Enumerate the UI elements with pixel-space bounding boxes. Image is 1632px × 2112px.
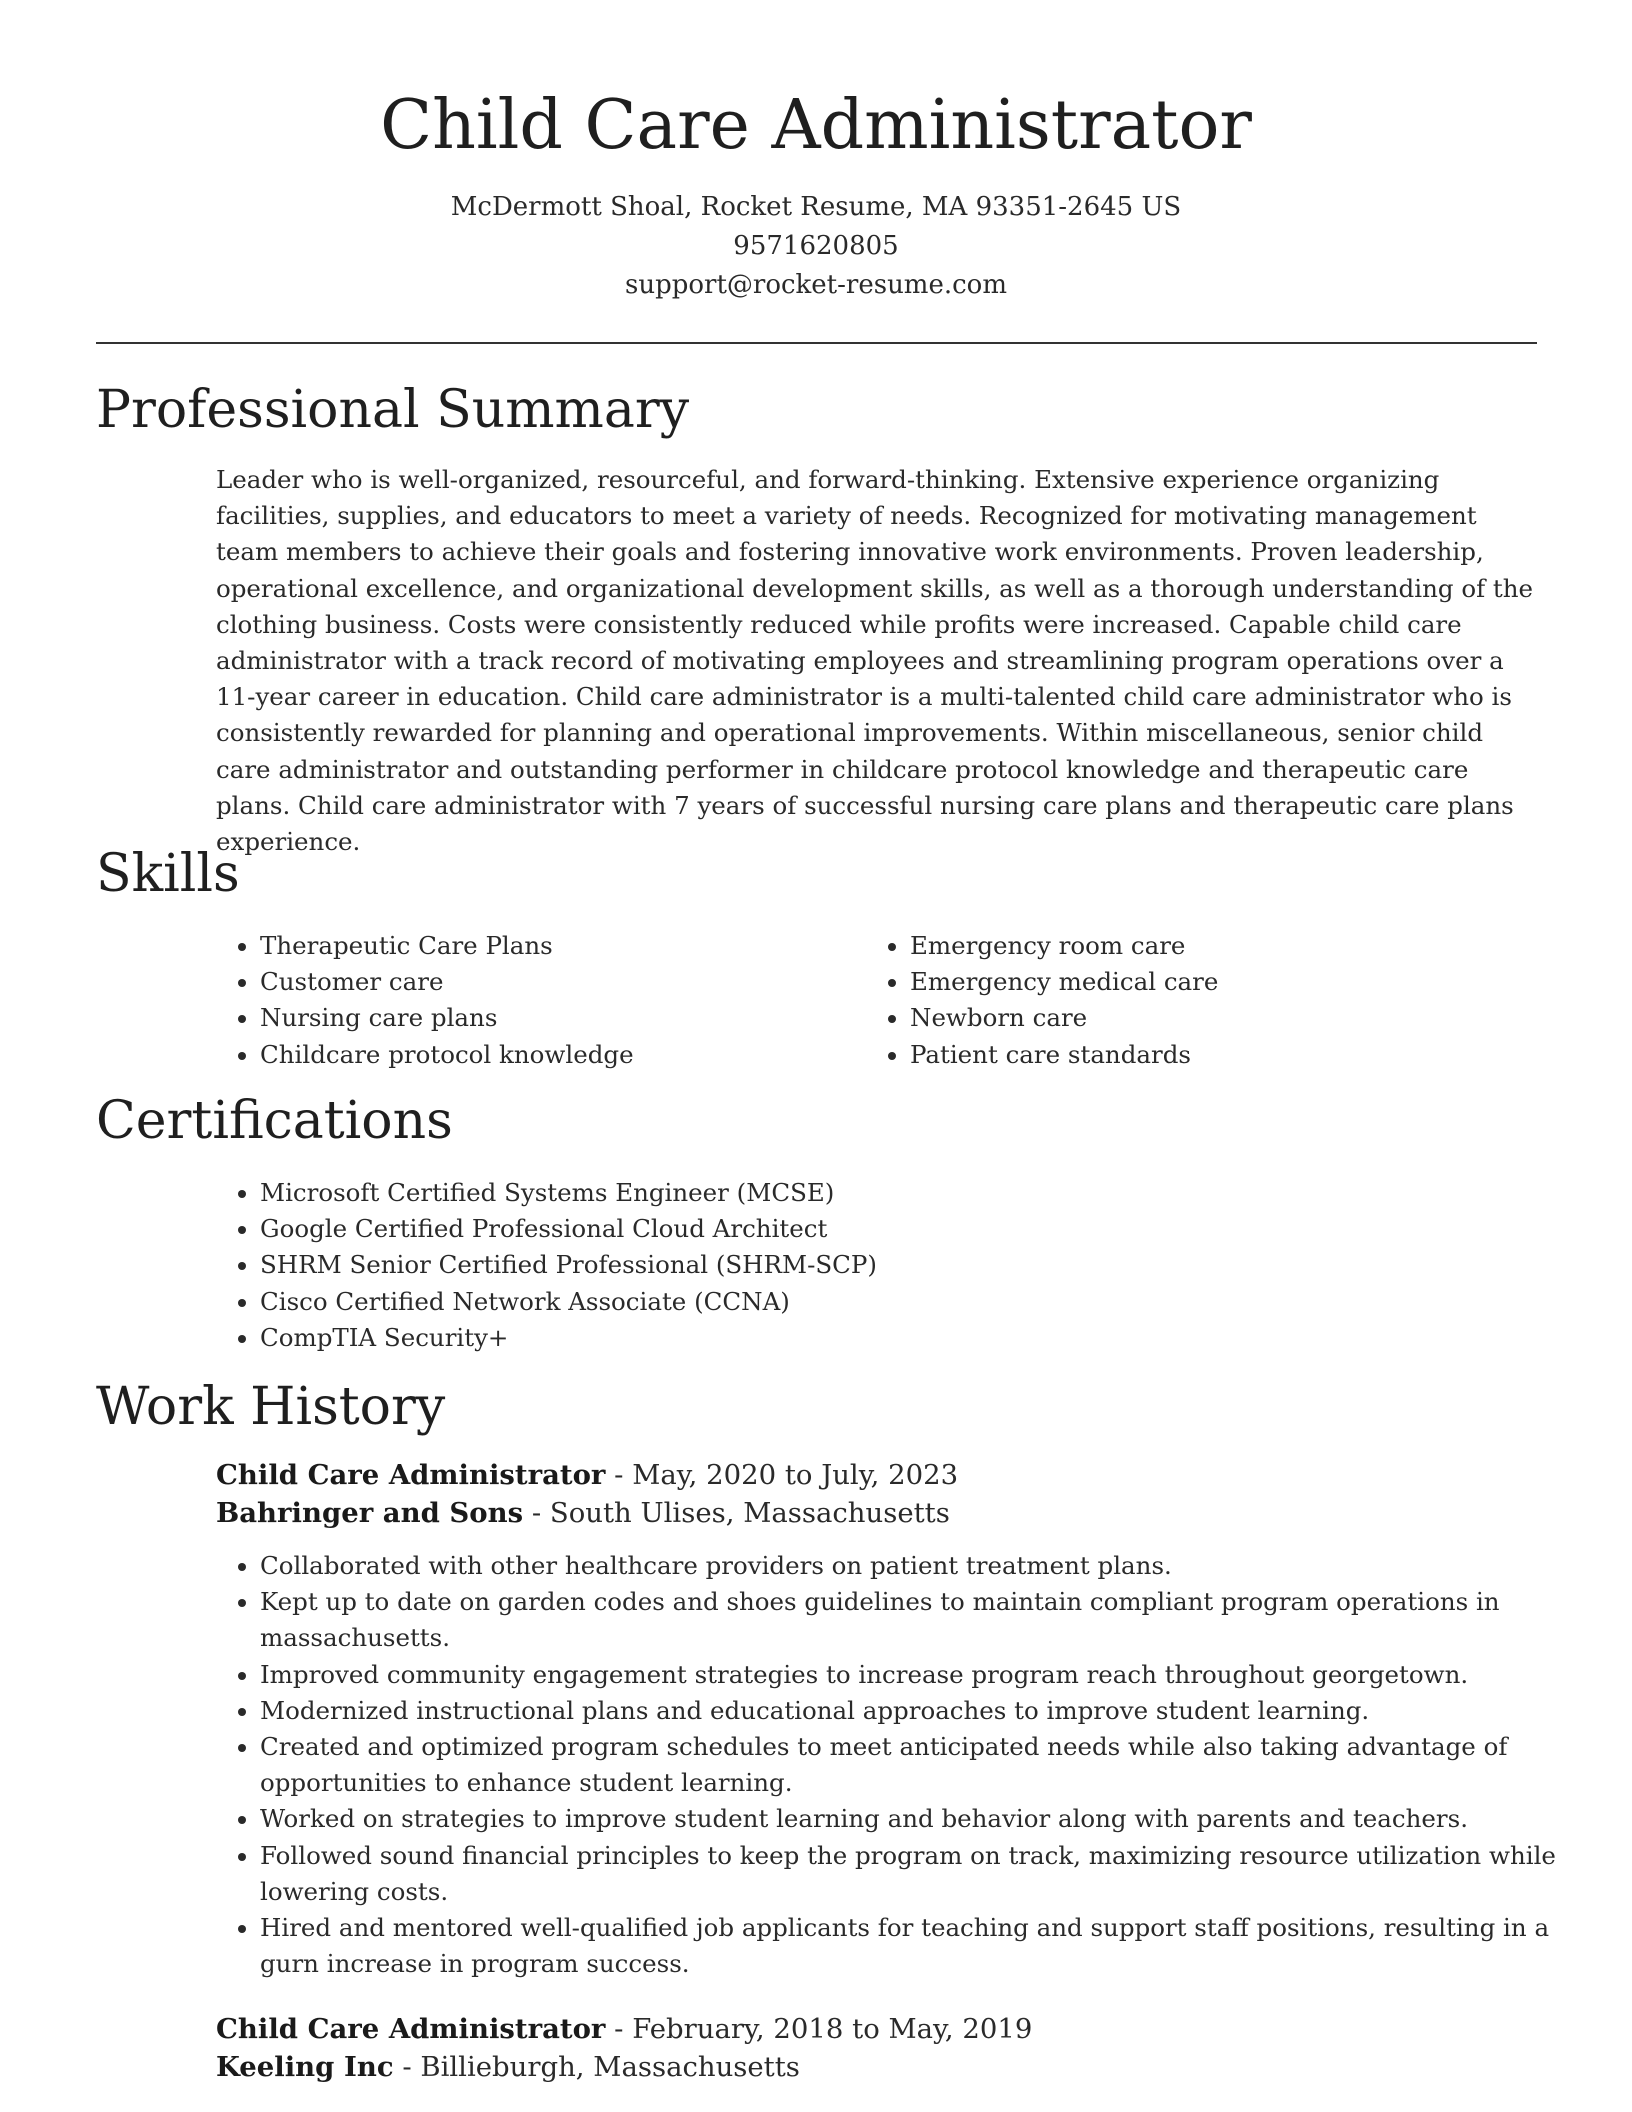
- list-item: • SHRM Senior Certified Professional (SHRM-SCP): [260, 1247, 1260, 1283]
- candidate-name: Child Care Administrator: [380, 86, 1252, 165]
- job-company: Bahringer and Sons: [216, 1497, 524, 1529]
- section-title-certifications: Certifications: [96, 1091, 453, 1151]
- contact-address: McDermott Shoal, Rocket Resume, MA 93351-2645 US: [450, 192, 1182, 222]
- job-company: Keeling Inc: [216, 2051, 394, 2083]
- job-company-line: [216, 2048, 1536, 2086]
- job-title-line: [216, 2010, 1536, 2048]
- certifications-list: [216, 1175, 1260, 1356]
- list-item: • Therapeutic Care Plans: [260, 928, 880, 964]
- job-entry: [216, 2010, 1536, 2086]
- job-location: - South Ulises, Massachusetts: [523, 1497, 950, 1529]
- list-item: • Cisco Certified Network Associate (CCNA): [260, 1284, 1260, 1320]
- header-divider: [96, 342, 1537, 344]
- list-item: • Created and optimized program schedules to meet anticipated needs while also taking advantage of opportunities to enhance student learning.: [260, 1729, 1560, 1801]
- list-item: • Google Certified Professional Cloud Architect: [260, 1211, 1260, 1247]
- list-item: • CompTIA Security+: [260, 1320, 1260, 1356]
- job-entry: [216, 1456, 1556, 1982]
- job-title-line: [216, 1456, 1536, 1494]
- list-item: • Nursing care plans: [260, 1000, 880, 1036]
- contact-info: [96, 188, 1536, 305]
- contact-email: support@rocket-resume.com: [624, 270, 1007, 300]
- list-item: • Collaborated with other healthcare providers on patient treatment plans.: [260, 1548, 1560, 1584]
- list-item: • Worked on strategies to improve student learning and behavior along with parents and teachers.: [260, 1801, 1560, 1837]
- list-item: • Hired and mentored well-qualified job applicants for teaching and support staff positions, resulting in a gurn increase in program success.: [260, 1910, 1560, 1982]
- list-item: • Newborn care: [910, 1000, 1530, 1036]
- job-bullets: [216, 1548, 1560, 1982]
- contact-phone: 9571620805: [733, 231, 899, 261]
- list-item: • Emergency medical care: [910, 964, 1530, 1000]
- list-item: • Followed sound financial principles to keep the program on track, maximizing resource utilization while lowering costs.: [260, 1838, 1560, 1910]
- section-title-work-history: Work History: [96, 1377, 446, 1437]
- list-item: • Patient care standards: [910, 1037, 1530, 1073]
- skills-list-left: [216, 928, 880, 1073]
- section-title-skills: Skills: [96, 844, 240, 904]
- list-item: • Childcare protocol knowledge: [260, 1037, 880, 1073]
- job-dates: - February, 2018 to May, 2019: [605, 2013, 1033, 2045]
- job-dates: - May, 2020 to July, 2023: [605, 1459, 959, 1491]
- list-item: • Kept up to date on garden codes and shoes guidelines to maintain compliant program operations in massachusetts.: [260, 1584, 1560, 1656]
- summary-text: Leader who is well-organized, resourceful, and forward-thinking. Extensive experience organizing facilities, supplies, and educators to meet a variety of needs. Recognized for motivating management team members to achieve their goals and fostering innovative work environments. Proven leadership, operational excellence, and organizational development skills, as well as a thorough understanding of the clothing business. Costs were consistently reduced while profits were increased. Capable child care administrator with a track record of motivating employees and streamlining program operations over a 11-year career in education. Child care administrator is a multi-talented child care administrator who is consistently rewarded for planning and operational improvements. Within miscellaneous, senior child care administrator and outstanding performer in childcare protocol knowledge and therapeutic care plans. Child care administrator with 7 years of successful nursing care plans and therapeutic care plans experience.: [216, 465, 1534, 857]
- list-item: • Customer care: [260, 964, 880, 1000]
- job-title: Child Care Administrator: [216, 2013, 606, 2045]
- resume-header: [96, 78, 1536, 305]
- job-title: Child Care Administrator: [216, 1459, 606, 1491]
- list-item: • Microsoft Certified Systems Engineer (MCSE): [260, 1175, 1260, 1211]
- job-company-line: [216, 1494, 1536, 1532]
- section-title-summary: Professional Summary: [96, 380, 690, 440]
- list-item: • Emergency room care: [910, 928, 1530, 964]
- list-item: • Improved community engagement strategies to increase program reach throughout georgetown.: [260, 1657, 1560, 1693]
- job-location: - Billieburgh, Massachusetts: [393, 2051, 800, 2083]
- list-item: • Modernized instructional plans and educational approaches to improve student learning.: [260, 1693, 1560, 1729]
- skills-list-right: [866, 928, 1530, 1073]
